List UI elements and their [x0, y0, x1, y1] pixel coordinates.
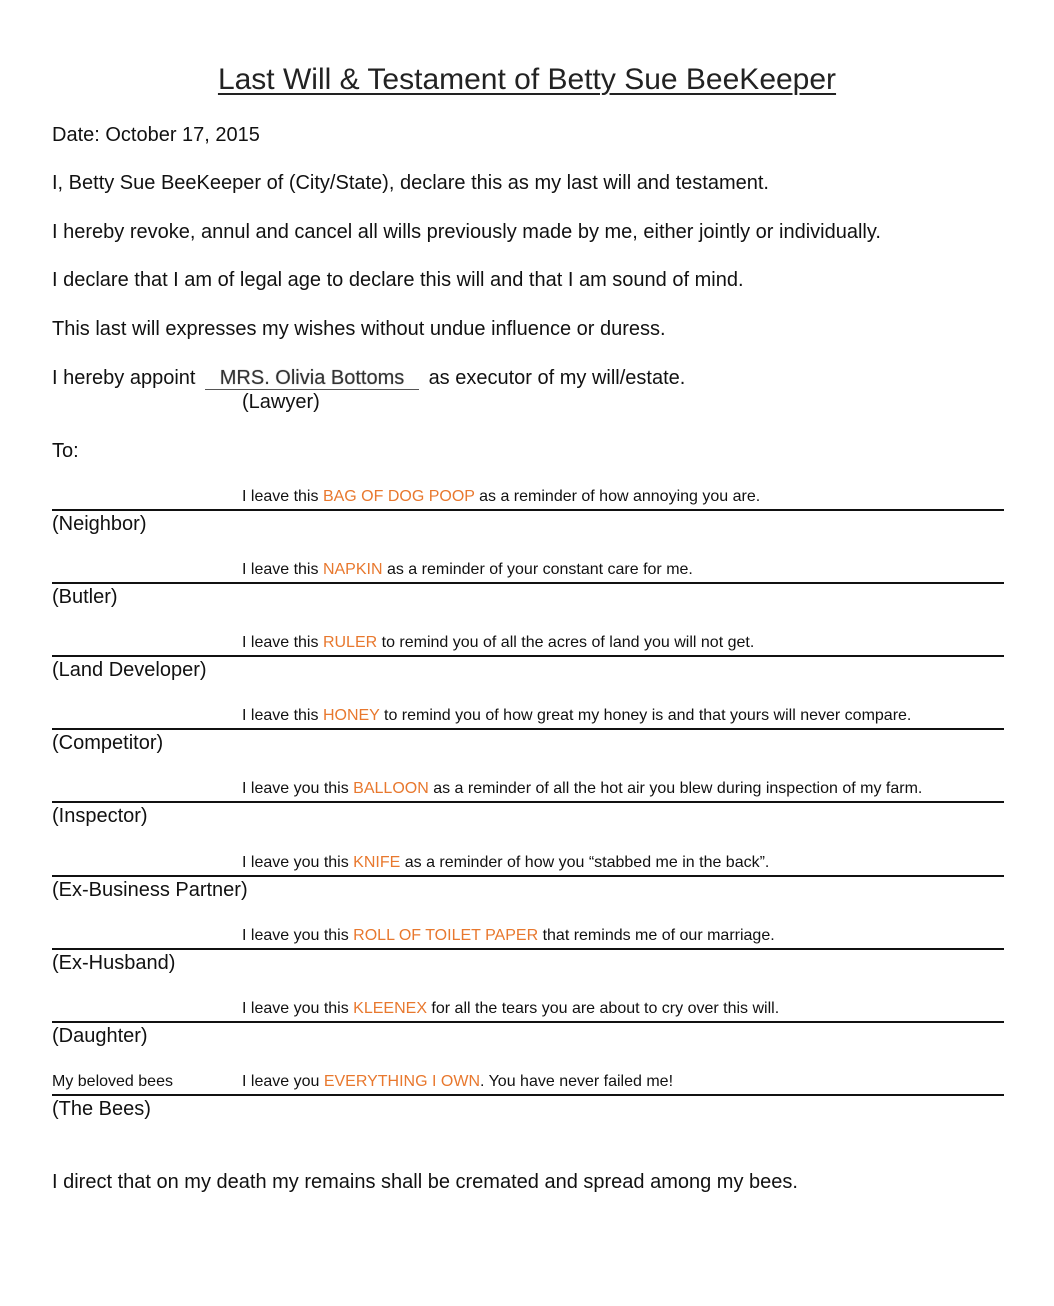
signature-line: [52, 875, 1004, 877]
bequest-item: KNIFE: [353, 854, 401, 871]
bequest-prefix: I leave this: [242, 634, 323, 651]
bequest-prefix: I leave you this: [242, 854, 354, 871]
signature-line: [52, 655, 1004, 657]
bequest-suffix: to remind you of how great my honey is and that yours will never compare.: [379, 707, 912, 724]
bequest-recipient-role: (Daughter): [52, 1025, 148, 1047]
bequest-text: [242, 999, 779, 1019]
bequest-item: ROLL OF TOILET PAPER: [353, 927, 539, 944]
signature-line: [52, 948, 1004, 950]
bequest-recipient-name: My beloved bees: [52, 1073, 173, 1090]
bequest-item: KLEENEX: [353, 1000, 427, 1017]
signature-line: [52, 582, 1004, 584]
title-text: Last Will & Testament of Betty Sue BeeKeeper: [217, 63, 837, 96]
bequest-text: [242, 560, 693, 580]
document-title: [0, 60, 1054, 100]
bequest-text: [242, 926, 775, 946]
bequest-recipient-role: (Competitor): [52, 732, 164, 754]
signature-line: [52, 801, 1004, 803]
bequest-prefix: I leave you this: [242, 1000, 354, 1017]
bequest-row: [52, 846, 1004, 916]
bequest-row: [52, 992, 1004, 1062]
executor-suffix: as executor of my will/estate.: [428, 367, 686, 389]
bequest-suffix: as a reminder of how annoying you are.: [474, 488, 761, 505]
bequest-recipient-role: (The Bees): [52, 1098, 151, 1120]
bequest-suffix: to remind you of all the acres of land you will not get.: [377, 634, 755, 651]
bequest-recipient-role: (Ex-Business Partner): [52, 879, 248, 901]
revocation-paragraph: I hereby revoke, annul and cancel all wills previously made by me, either jointly or individually.: [52, 221, 881, 243]
bequest-suffix: that reminds me of our marriage.: [538, 927, 775, 944]
executor-role: (Lawyer): [242, 391, 320, 413]
bequest-recipient-role: (Neighbor): [52, 513, 147, 535]
bequest-row: [52, 553, 1004, 623]
bequest-item: BALLOON: [353, 780, 429, 797]
bequest-item: EVERYTHING I OWN: [323, 1073, 480, 1090]
date-line: Date: October 17, 2015: [52, 124, 260, 146]
bequest-row: [52, 480, 1004, 550]
bequest-row: [52, 626, 1004, 696]
bequest-prefix: I leave this: [242, 488, 323, 505]
bequest-row: [52, 1065, 1004, 1135]
bequest-item: HONEY: [322, 707, 380, 724]
bequest-suffix: . You have never failed me!: [480, 1073, 674, 1090]
executor-name-field: MRS. Olivia Bottoms: [205, 367, 419, 390]
signature-line: [52, 509, 1004, 511]
final-directive-paragraph: I direct that on my death my remains shall be cremated and spread among my bees.: [52, 1171, 798, 1193]
bequest-recipient-role: (Ex-Husband): [52, 952, 176, 974]
bequest-row: [52, 919, 1004, 989]
bequest-text: [242, 779, 922, 799]
bequest-suffix: as a reminder of all the hot air you blew during inspection of my farm.: [428, 780, 923, 797]
bequest-prefix: I leave this: [242, 561, 323, 578]
bequest-text: [242, 1072, 673, 1092]
bequest-item: BAG OF DOG POOP: [322, 488, 475, 505]
legal-age-paragraph: I declare that I am of legal age to declare this will and that I am sound of mind.: [52, 269, 744, 291]
bequest-recipient-role: (Inspector): [52, 805, 148, 827]
bequest-prefix: I leave you: [242, 1073, 324, 1090]
to-label: To:: [52, 440, 79, 462]
bequest-recipient-role: (Butler): [52, 586, 118, 608]
bequest-row: [52, 699, 1004, 769]
executor-prefix: I hereby appoint: [52, 367, 196, 389]
bequest-suffix: as a reminder of your constant care for me.: [382, 561, 693, 578]
declaration-paragraph: I, Betty Sue BeeKeeper of (City/State), declare this as my last will and testament.: [52, 172, 769, 194]
signature-line: [52, 728, 1004, 730]
bequest-item: NAPKIN: [322, 561, 383, 578]
bequest-suffix: for all the tears you are about to cry over this will.: [426, 1000, 780, 1017]
bequest-prefix: I leave you this: [242, 780, 354, 797]
signature-line: [52, 1094, 1004, 1096]
bequest-row: [52, 772, 1004, 842]
executor-paragraph: [52, 366, 685, 390]
bequest-item: RULER: [322, 634, 378, 651]
bequest-text: [242, 487, 760, 507]
bequest-text: [242, 853, 769, 873]
bequest-text: [242, 706, 911, 726]
bequest-suffix: as a reminder of how you “stabbed me in the back”.: [400, 854, 770, 871]
bequest-text: [242, 633, 754, 653]
signature-line: [52, 1021, 1004, 1023]
no-duress-paragraph: This last will expresses my wishes without undue influence or duress.: [52, 318, 666, 340]
bequest-prefix: I leave you this: [242, 927, 354, 944]
bequest-recipient-role: (Land Developer): [52, 659, 207, 681]
bequest-prefix: I leave this: [242, 707, 323, 724]
